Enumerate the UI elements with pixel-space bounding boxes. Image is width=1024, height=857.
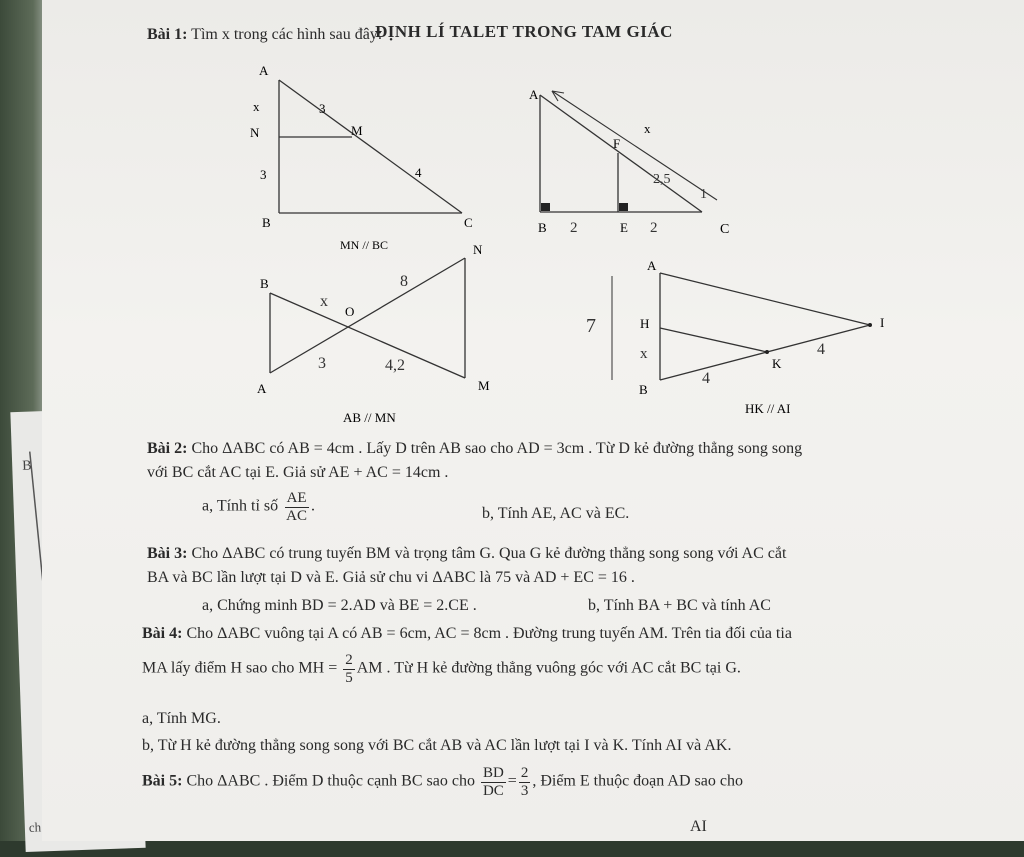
bai5-frac1-den: DC [482, 782, 504, 799]
fig4-caption: HK // AI [745, 401, 791, 416]
fig4-value-4-bottom: 4 [702, 370, 710, 387]
fig3-label-o: O [345, 304, 355, 319]
fig2-label-f: F [613, 136, 621, 151]
fig1-label-c: C [464, 215, 473, 230]
bai2-text-1: Cho ΔABC có AB = 4cm . Lấy D trên AB sao cho AD = 3cm . Từ D kẻ đường thẳng song song [191, 440, 803, 457]
fig4-label-k: K [772, 356, 782, 371]
bai4-line2-pre: MA lấy điểm H sao cho MH = [142, 659, 338, 677]
fig2-label-b: B [538, 220, 547, 235]
figure-2 [512, 75, 772, 245]
bai2-fraction [284, 490, 309, 524]
bai2-frac-den: AC [286, 507, 307, 524]
bai2-a-prefix: a, Tính tỉ số [202, 497, 279, 515]
fig4-label-b: B [639, 382, 648, 397]
fig1-value-x: x [253, 99, 260, 114]
fig4-label-h: H [640, 316, 650, 331]
figure-4 [586, 250, 902, 420]
fig1-label-m: M [351, 123, 363, 138]
fig3-value-8: 8 [400, 273, 408, 290]
bai1-label: Bài 1: [147, 26, 188, 43]
bai5-frac1-num: BD [482, 765, 504, 781]
fig3-value-x: x [320, 293, 328, 310]
bai2-part-b: b, Tính AE, AC và EC. [482, 505, 630, 522]
fig2-value-2-left: 2 [570, 220, 578, 236]
fig1-value-4: 4 [415, 165, 422, 180]
bai4-frac-den: 5 [345, 669, 353, 686]
bai4-label: Bài 4: [142, 625, 183, 642]
bai4-text-1: Cho ΔABC vuông tại A có AB = 6cm, AC = 8cm . Đường trung tuyến AM. Trên tia đối của tia [186, 625, 792, 642]
side-note-b: B [21, 458, 32, 474]
bai3-line1 [147, 545, 786, 563]
fig3-caption: AB // MN [343, 410, 396, 425]
fig2-value-2-5: 2,5 [653, 172, 671, 187]
fig2-value-2-right: 2 [650, 220, 658, 236]
fig4-label-i: I [880, 315, 885, 330]
bai5-pre: Cho ΔABC . Điểm D thuộc cạnh BC sao cho [186, 772, 475, 790]
bai3-label: Bài 3: [147, 545, 188, 562]
bai4-line1 [142, 625, 792, 643]
bai3-part-a: a, Chứng minh BD = 2.AD và BE = 2.CE . [202, 597, 477, 614]
bai4-frac-num: 2 [345, 652, 353, 668]
fig2-label-a: A [529, 87, 539, 102]
bai4-line2 [142, 652, 741, 686]
fig3-label-m: M [478, 378, 490, 393]
fig3-label-n: N [473, 242, 483, 257]
fig3-value-4-2: 4,2 [385, 357, 405, 374]
fig4-value-x: x [640, 346, 648, 362]
fig3-label-b: B [260, 276, 269, 291]
bai2-frac-num: AE [286, 490, 307, 506]
bai2-line2: với BC cắt AC tại E. Giả sử AE + AC = 14cm . [147, 464, 449, 481]
worksheet-paper [42, 0, 1024, 841]
bai5-fraction-2 [519, 765, 531, 799]
bai5-frac2-den: 3 [520, 782, 529, 799]
fig3-label-a: A [257, 381, 267, 396]
bai4-part-b: b, Từ H kẻ đường thẳng song song với BC cắt AB và AC lần lượt tại I và K. Tính AI và AK. [142, 737, 732, 754]
bai5-frac2-num: 2 [520, 765, 529, 781]
bai4-part-a: a, Tính MG. [142, 710, 221, 727]
fig1-label-a: A [259, 63, 269, 78]
bai5-cutoff-text: AI [690, 818, 707, 835]
bai5-fraction-1 [481, 765, 506, 799]
bai2-label: Bài 2: [147, 440, 188, 457]
page-title: ĐỊNH LÍ TALET TRONG TAM GIÁC [375, 22, 673, 41]
fig1-value-3-top: 3 [319, 101, 326, 116]
fig4-label-a: A [647, 258, 657, 273]
bai3-line2: BA và BC lần lượt tại D và E. Giả sử chu vi ΔABC là 75 và AD + EC = 16 . [147, 569, 635, 586]
bai4-line2-post: AM . Từ H kẻ đường thẳng vuông góc với AC cắt BC tại G. [356, 659, 741, 677]
bai1-header [147, 26, 382, 44]
fig2-value-x: x [644, 121, 651, 136]
fig1-label-n: N [250, 125, 260, 140]
fig1-value-3-left: 3 [260, 167, 267, 182]
fig1-caption: MN // BC [340, 238, 389, 252]
bai5-label: Bài 5: [142, 772, 183, 790]
fig1-label-b: B [262, 215, 271, 230]
side-note-ch: ch [28, 819, 42, 835]
figure-1 [222, 55, 502, 255]
figure-3 [232, 238, 522, 428]
bai4-fraction [343, 652, 355, 686]
fig2-value-1: 1 [700, 187, 707, 202]
bai2-a-suffix: . [311, 497, 315, 515]
bai1-text: Tìm x trong các hình sau đây: [191, 26, 383, 43]
fig2-label-e: E [620, 220, 628, 235]
bai2-part-a [202, 490, 315, 524]
fig4-value-4-right: 4 [817, 341, 825, 358]
fig2-label-c: C [720, 222, 730, 237]
fig4-value-7: 7 [586, 315, 596, 337]
fig3-value-3: 3 [318, 355, 326, 372]
bai3-part-b: b, Tính BA + BC và tính AC [588, 597, 771, 614]
bai5-line1: Bài 5: Cho ΔABC . Điểm D thuộc cạnh BC sao cho $\frac{BD}{DC}$ = $\frac{2}{3}$ , Điểm E thuộc đoạn AD sao cho [142, 765, 743, 799]
bai5-post: , Điểm E thuộc đoạn AD sao cho [532, 772, 743, 790]
bai2-line1 [147, 440, 802, 458]
bai3-text-1: Cho ΔABC có trung tuyến BM và trọng tâm G. Qua G kẻ đường thẳng song song với AC cắt [191, 545, 787, 562]
